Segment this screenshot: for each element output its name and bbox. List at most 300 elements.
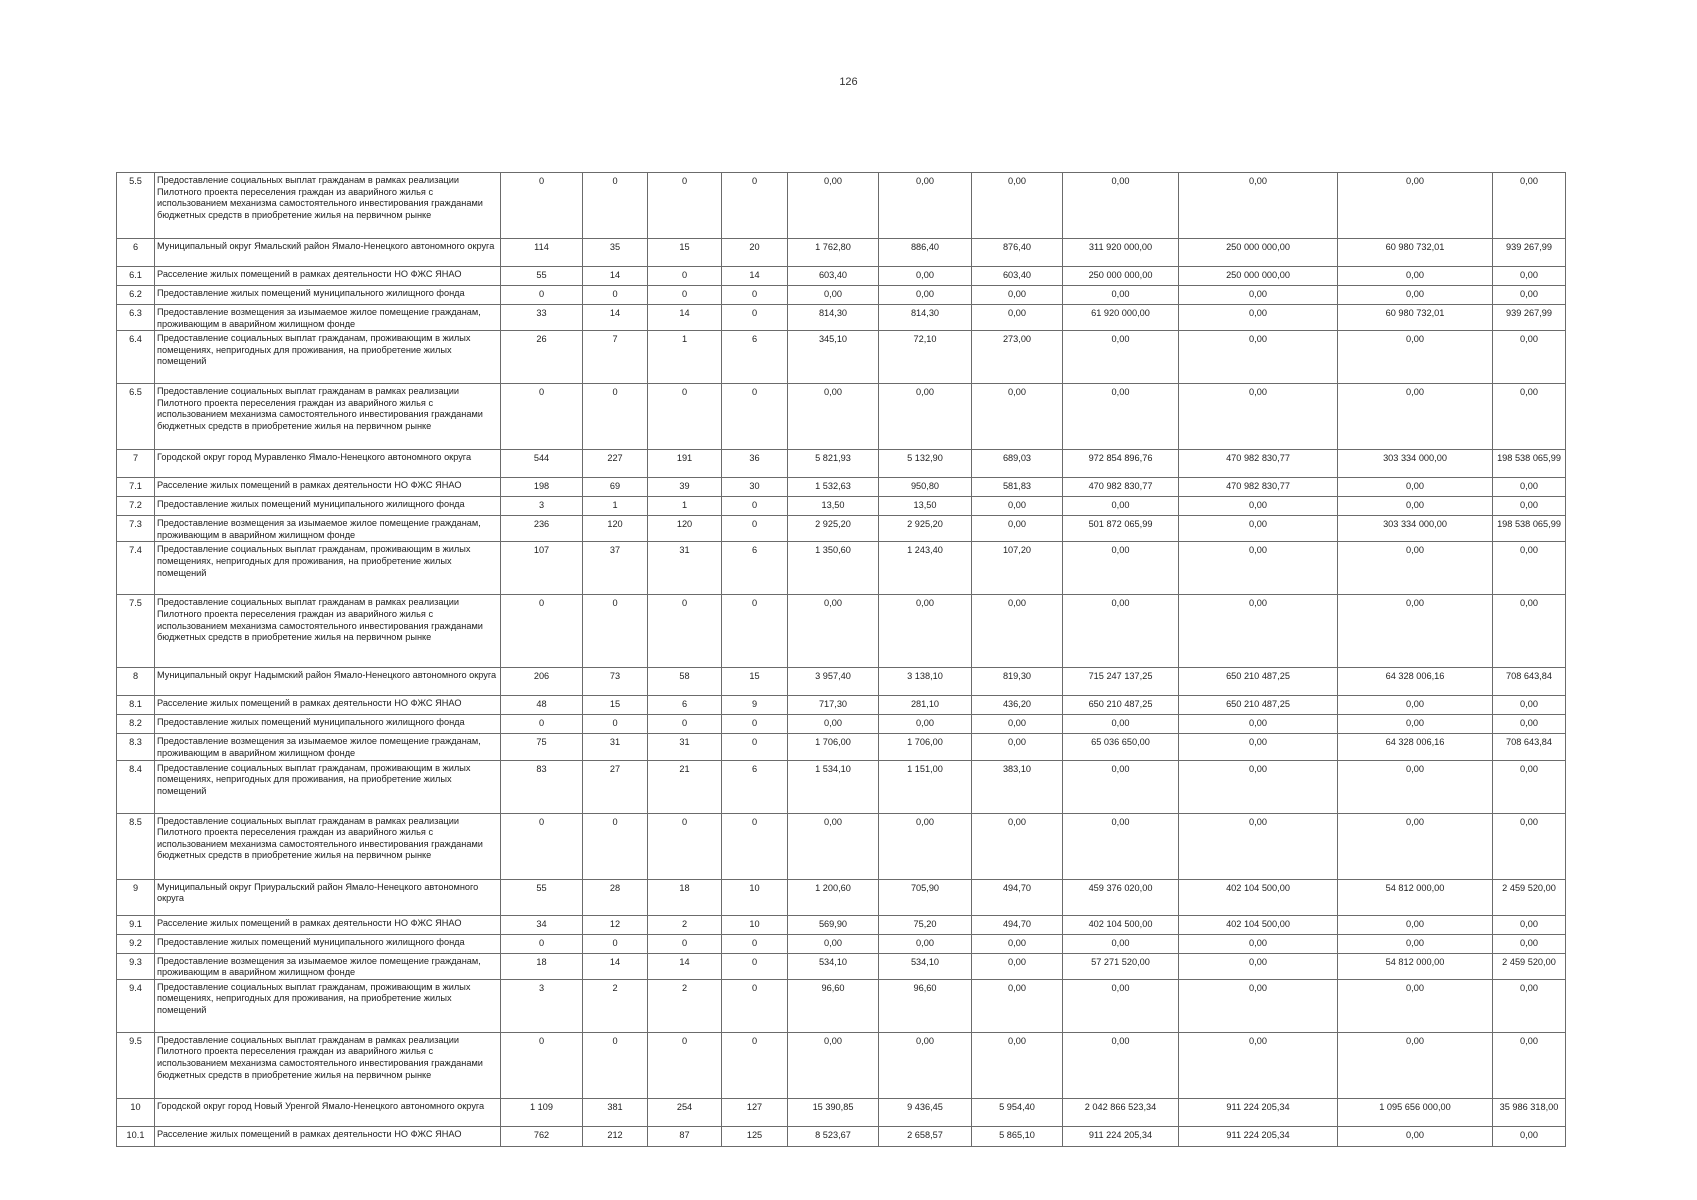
value-cell: 0,00 <box>1179 173 1338 239</box>
value-cell: 1 200,60 <box>788 879 879 915</box>
value-cell: 96,60 <box>788 979 879 1032</box>
value-cell: 402 104 500,00 <box>1063 915 1179 934</box>
value-cell: 1 706,00 <box>879 734 972 760</box>
row-name: Предоставление социальных выплат гражданам, проживающим в жилых помещениях, непригодных для проживания, на приобретение жилых помещений <box>155 542 501 595</box>
value-cell: 0,00 <box>1179 542 1338 595</box>
resettlement-table <box>116 172 1566 1147</box>
value-cell: 2 925,20 <box>788 516 879 542</box>
value-cell: 0,00 <box>1063 813 1179 879</box>
value-cell: 14 <box>583 953 648 979</box>
value-cell: 83 <box>501 760 583 813</box>
value-cell: 54 812 000,00 <box>1338 953 1493 979</box>
value-cell: 534,10 <box>879 953 972 979</box>
value-cell: 0 <box>648 715 722 734</box>
value-cell: 0,00 <box>1179 813 1338 879</box>
value-cell: 1 534,10 <box>788 760 879 813</box>
value-cell: 0,00 <box>788 934 879 953</box>
value-cell: 0,00 <box>1338 979 1493 1032</box>
value-cell: 0,00 <box>1493 715 1566 734</box>
value-cell: 939 267,99 <box>1493 305 1566 331</box>
row-name: Предоставление жилых помещений муниципального жилищного фонда <box>155 715 501 734</box>
value-cell: 0 <box>722 813 788 879</box>
value-cell: 3 <box>501 497 583 516</box>
value-cell: 0,00 <box>788 813 879 879</box>
value-cell: 0,00 <box>1493 696 1566 715</box>
row-name: Городской округ город Новый Уренгой Ямало-Ненецкого автономного округа <box>155 1098 501 1126</box>
value-cell: 48 <box>501 696 583 715</box>
value-cell: 0,00 <box>972 979 1063 1032</box>
value-cell: 0 <box>648 384 722 450</box>
value-cell: 0,00 <box>879 384 972 450</box>
value-cell: 581,83 <box>972 478 1063 497</box>
value-cell: 0 <box>583 813 648 879</box>
value-cell: 0,00 <box>1179 734 1338 760</box>
value-cell: 107 <box>501 542 583 595</box>
value-cell: 0,00 <box>972 1032 1063 1098</box>
value-cell: 0 <box>722 979 788 1032</box>
value-cell: 0,00 <box>1179 760 1338 813</box>
value-cell: 0,00 <box>1338 267 1493 286</box>
value-cell: 0,00 <box>1338 915 1493 934</box>
value-cell: 0,00 <box>879 173 972 239</box>
value-cell: 0,00 <box>788 384 879 450</box>
value-cell: 2 <box>648 979 722 1032</box>
value-cell: 127 <box>722 1098 788 1126</box>
row-name: Предоставление социальных выплат гражданам в рамках реализации Пилотного проекта переселения граждан из аварийного жилья с использованием механизма самостоятельного инвестирования гражданами бюджетных средств в приобретение жилья на первичном рынке <box>155 813 501 879</box>
table-row <box>117 450 1566 478</box>
value-cell: 762 <box>501 1126 583 1146</box>
value-cell: 603,40 <box>788 267 879 286</box>
value-cell: 383,10 <box>972 760 1063 813</box>
value-cell: 0,00 <box>1063 934 1179 953</box>
value-cell: 12 <box>583 915 648 934</box>
value-cell: 939 267,99 <box>1493 239 1566 267</box>
value-cell: 6 <box>722 542 788 595</box>
row-number: 7.1 <box>117 478 155 497</box>
value-cell: 0,00 <box>1063 595 1179 668</box>
row-number: 6.3 <box>117 305 155 331</box>
value-cell: 0,00 <box>1179 934 1338 953</box>
value-cell: 27 <box>583 760 648 813</box>
value-cell: 0 <box>722 286 788 305</box>
value-cell: 0 <box>501 813 583 879</box>
value-cell: 0,00 <box>879 813 972 879</box>
value-cell: 0,00 <box>1179 979 1338 1032</box>
row-name: Расселение жилых помещений в рамках деятельности НО ФЖС ЯНАО <box>155 696 501 715</box>
value-cell: 0,00 <box>1338 478 1493 497</box>
value-cell: 0,00 <box>788 715 879 734</box>
value-cell: 1 762,80 <box>788 239 879 267</box>
value-cell: 0 <box>583 173 648 239</box>
value-cell: 0,00 <box>1338 813 1493 879</box>
value-cell: 0,00 <box>972 516 1063 542</box>
row-number: 7 <box>117 450 155 478</box>
value-cell: 54 812 000,00 <box>1338 879 1493 915</box>
value-cell: 0 <box>583 1032 648 1098</box>
value-cell: 0,00 <box>1493 497 1566 516</box>
row-number: 7.3 <box>117 516 155 542</box>
value-cell: 0,00 <box>972 715 1063 734</box>
value-cell: 0,00 <box>1338 542 1493 595</box>
row-number: 8.2 <box>117 715 155 734</box>
value-cell: 0,00 <box>1493 286 1566 305</box>
value-cell: 345,10 <box>788 331 879 384</box>
value-cell: 705,90 <box>879 879 972 915</box>
value-cell: 0,00 <box>879 715 972 734</box>
table-row <box>117 734 1566 760</box>
table-row <box>117 595 1566 668</box>
value-cell: 30 <box>722 478 788 497</box>
row-number: 6.1 <box>117 267 155 286</box>
value-cell: 303 334 000,00 <box>1338 450 1493 478</box>
value-cell: 0,00 <box>788 1032 879 1098</box>
value-cell: 21 <box>648 760 722 813</box>
value-cell: 0,00 <box>1493 384 1566 450</box>
value-cell: 303 334 000,00 <box>1338 516 1493 542</box>
value-cell: 10 <box>722 879 788 915</box>
value-cell: 0 <box>722 305 788 331</box>
value-cell: 402 104 500,00 <box>1179 915 1338 934</box>
value-cell: 273,00 <box>972 331 1063 384</box>
value-cell: 0,00 <box>1338 696 1493 715</box>
value-cell: 650 210 487,25 <box>1179 696 1338 715</box>
row-name: Расселение жилых помещений в рамках деятельности НО ФЖС ЯНАО <box>155 267 501 286</box>
value-cell: 436,20 <box>972 696 1063 715</box>
row-name: Предоставление возмещения за изымаемое жилое помещение гражданам, проживающим в аварийном жилищном фонде <box>155 734 501 760</box>
value-cell: 0 <box>648 813 722 879</box>
value-cell: 0 <box>648 173 722 239</box>
value-cell: 0,00 <box>1063 760 1179 813</box>
value-cell: 2 042 866 523,34 <box>1063 1098 1179 1126</box>
value-cell: 96,60 <box>879 979 972 1032</box>
value-cell: 0,00 <box>1338 286 1493 305</box>
value-cell: 0 <box>583 934 648 953</box>
value-cell: 708 643,84 <box>1493 734 1566 760</box>
value-cell: 0,00 <box>972 953 1063 979</box>
value-cell: 911 224 205,34 <box>1179 1098 1338 1126</box>
value-cell: 0 <box>648 934 722 953</box>
row-number: 8.3 <box>117 734 155 760</box>
value-cell: 72,10 <box>879 331 972 384</box>
value-cell: 0,00 <box>1493 979 1566 1032</box>
value-cell: 6 <box>722 331 788 384</box>
value-cell: 254 <box>648 1098 722 1126</box>
row-number: 6.4 <box>117 331 155 384</box>
value-cell: 0,00 <box>879 1032 972 1098</box>
value-cell: 717,30 <box>788 696 879 715</box>
value-cell: 0,00 <box>1179 953 1338 979</box>
value-cell: 0 <box>583 286 648 305</box>
row-name: Муниципальный округ Приуральский район Ямало-Ненецкого автономного округа <box>155 879 501 915</box>
value-cell: 36 <box>722 450 788 478</box>
row-name: Расселение жилых помещений в рамках деятельности НО ФЖС ЯНАО <box>155 915 501 934</box>
value-cell: 198 538 065,99 <box>1493 516 1566 542</box>
value-cell: 6 <box>648 696 722 715</box>
row-name: Предоставление социальных выплат гражданам в рамках реализации Пилотного проекта переселения граждан из аварийного жилья с использованием механизма самостоятельного инвестирования гражданами бюджетных средств в приобретение жилья на первичном рынке <box>155 595 501 668</box>
value-cell: 0,00 <box>1493 173 1566 239</box>
value-cell: 0 <box>583 715 648 734</box>
value-cell: 0,00 <box>1063 384 1179 450</box>
value-cell: 206 <box>501 668 583 696</box>
value-cell: 75,20 <box>879 915 972 934</box>
row-name: Предоставление жилых помещений муниципального жилищного фонда <box>155 934 501 953</box>
value-cell: 0,00 <box>972 595 1063 668</box>
value-cell: 212 <box>583 1126 648 1146</box>
row-number: 7.2 <box>117 497 155 516</box>
row-number: 9.2 <box>117 934 155 953</box>
value-cell: 1 350,60 <box>788 542 879 595</box>
value-cell: 0 <box>501 384 583 450</box>
value-cell: 250 000 000,00 <box>1179 267 1338 286</box>
table-row <box>117 1126 1566 1146</box>
row-number: 10.1 <box>117 1126 155 1146</box>
value-cell: 14 <box>648 953 722 979</box>
value-cell: 0 <box>722 1032 788 1098</box>
value-cell: 876,40 <box>972 239 1063 267</box>
value-cell: 0 <box>648 286 722 305</box>
value-cell: 311 920 000,00 <box>1063 239 1179 267</box>
value-cell: 125 <box>722 1126 788 1146</box>
row-number: 8.1 <box>117 696 155 715</box>
value-cell: 13,50 <box>879 497 972 516</box>
value-cell: 120 <box>648 516 722 542</box>
value-cell: 0 <box>501 286 583 305</box>
table-row <box>117 934 1566 953</box>
row-name: Предоставление социальных выплат гражданам в рамках реализации Пилотного проекта переселения граждан из аварийного жилья с использованием механизма самостоятельного инвестирования гражданами бюджетных средств в приобретение жилья на первичном рынке <box>155 384 501 450</box>
row-number: 8 <box>117 668 155 696</box>
table-row <box>117 879 1566 915</box>
value-cell: 2 925,20 <box>879 516 972 542</box>
value-cell: 1 <box>648 497 722 516</box>
page-number: 126 <box>839 76 858 88</box>
value-cell: 0,00 <box>1179 595 1338 668</box>
value-cell: 0,00 <box>1493 331 1566 384</box>
value-cell: 0,00 <box>1338 384 1493 450</box>
value-cell: 603,40 <box>972 267 1063 286</box>
value-cell: 814,30 <box>879 305 972 331</box>
table-row <box>117 497 1566 516</box>
table-body <box>117 173 1566 1147</box>
value-cell: 501 872 065,99 <box>1063 516 1179 542</box>
value-cell: 75 <box>501 734 583 760</box>
row-number: 6.5 <box>117 384 155 450</box>
value-cell: 0,00 <box>1338 1126 1493 1146</box>
value-cell: 107,20 <box>972 542 1063 595</box>
value-cell: 0,00 <box>1063 331 1179 384</box>
value-cell: 708 643,84 <box>1493 668 1566 696</box>
value-cell: 0,00 <box>1338 595 1493 668</box>
value-cell: 0,00 <box>1338 760 1493 813</box>
value-cell: 0,00 <box>1493 813 1566 879</box>
value-cell: 35 986 318,00 <box>1493 1098 1566 1126</box>
table-row <box>117 1032 1566 1098</box>
table-row <box>117 173 1566 239</box>
value-cell: 31 <box>648 542 722 595</box>
value-cell: 0,00 <box>879 595 972 668</box>
value-cell: 31 <box>583 734 648 760</box>
value-cell: 5 865,10 <box>972 1126 1063 1146</box>
value-cell: 114 <box>501 239 583 267</box>
value-cell: 0,00 <box>1493 595 1566 668</box>
value-cell: 0,00 <box>972 384 1063 450</box>
value-cell: 0,00 <box>1493 760 1566 813</box>
row-number: 9.1 <box>117 915 155 934</box>
row-name: Городской округ город Муравленко Ямало-Ненецкого автономного округа <box>155 450 501 478</box>
value-cell: 0,00 <box>1179 305 1338 331</box>
row-number: 5.5 <box>117 173 155 239</box>
value-cell: 236 <box>501 516 583 542</box>
value-cell: 0,00 <box>1179 331 1338 384</box>
value-cell: 120 <box>583 516 648 542</box>
value-cell: 1 <box>648 331 722 384</box>
value-cell: 0,00 <box>1493 1126 1566 1146</box>
value-cell: 14 <box>648 305 722 331</box>
value-cell: 13,50 <box>788 497 879 516</box>
row-name: Предоставление возмещения за изымаемое жилое помещение гражданам, проживающим в аварийном жилищном фонде <box>155 516 501 542</box>
value-cell: 569,90 <box>788 915 879 934</box>
value-cell: 0,00 <box>1338 331 1493 384</box>
value-cell: 60 980 732,01 <box>1338 305 1493 331</box>
value-cell: 14 <box>583 305 648 331</box>
value-cell: 2 <box>648 915 722 934</box>
table-row <box>117 979 1566 1032</box>
value-cell: 494,70 <box>972 915 1063 934</box>
value-cell: 402 104 500,00 <box>1179 879 1338 915</box>
table-row <box>117 1098 1566 1126</box>
value-cell: 0 <box>501 595 583 668</box>
value-cell: 0,00 <box>788 595 879 668</box>
row-number: 9.4 <box>117 979 155 1032</box>
value-cell: 0,00 <box>1063 173 1179 239</box>
row-name: Предоставление социальных выплат гражданам в рамках реализации Пилотного проекта переселения граждан из аварийного жилья с использованием механизма самостоятельного инвестирования гражданами бюджетных средств в приобретение жилья на первичном рынке <box>155 1032 501 1098</box>
value-cell: 0,00 <box>1179 1032 1338 1098</box>
value-cell: 470 982 830,77 <box>1179 450 1338 478</box>
value-cell: 0 <box>583 595 648 668</box>
value-cell: 819,30 <box>972 668 1063 696</box>
value-cell: 0,00 <box>1063 542 1179 595</box>
value-cell: 534,10 <box>788 953 879 979</box>
value-cell: 1 109 <box>501 1098 583 1126</box>
value-cell: 0 <box>722 934 788 953</box>
row-number: 7.5 <box>117 595 155 668</box>
table-row <box>117 953 1566 979</box>
table-row <box>117 267 1566 286</box>
value-cell: 33 <box>501 305 583 331</box>
value-cell: 1 151,00 <box>879 760 972 813</box>
value-cell: 0,00 <box>1179 384 1338 450</box>
value-cell: 34 <box>501 915 583 934</box>
value-cell: 39 <box>648 478 722 497</box>
value-cell: 191 <box>648 450 722 478</box>
value-cell: 35 <box>583 239 648 267</box>
value-cell: 0 <box>501 934 583 953</box>
value-cell: 0,00 <box>972 305 1063 331</box>
value-cell: 911 224 205,34 <box>1179 1126 1338 1146</box>
value-cell: 0,00 <box>788 286 879 305</box>
value-cell: 5 954,40 <box>972 1098 1063 1126</box>
value-cell: 64 328 006,16 <box>1338 668 1493 696</box>
row-name: Предоставление жилых помещений муниципального жилищного фонда <box>155 497 501 516</box>
value-cell: 1 532,63 <box>788 478 879 497</box>
table-row <box>117 813 1566 879</box>
table-row <box>117 760 1566 813</box>
value-cell: 65 036 650,00 <box>1063 734 1179 760</box>
value-cell: 15 390,85 <box>788 1098 879 1126</box>
value-cell: 886,40 <box>879 239 972 267</box>
value-cell: 715 247 137,25 <box>1063 668 1179 696</box>
table-row <box>117 668 1566 696</box>
value-cell: 0,00 <box>879 286 972 305</box>
value-cell: 0,00 <box>972 813 1063 879</box>
value-cell: 0 <box>501 1032 583 1098</box>
value-cell: 20 <box>722 239 788 267</box>
value-cell: 0 <box>648 595 722 668</box>
value-cell: 6 <box>722 760 788 813</box>
value-cell: 15 <box>648 239 722 267</box>
value-cell: 0 <box>722 953 788 979</box>
value-cell: 0 <box>722 173 788 239</box>
row-name: Муниципальный округ Ямальский район Ямало-Ненецкого автономного округа <box>155 239 501 267</box>
value-cell: 0 <box>583 384 648 450</box>
value-cell: 0,00 <box>1063 715 1179 734</box>
value-cell: 470 982 830,77 <box>1179 478 1338 497</box>
value-cell: 0 <box>648 267 722 286</box>
value-cell: 69 <box>583 478 648 497</box>
value-cell: 0 <box>501 173 583 239</box>
value-cell: 87 <box>648 1126 722 1146</box>
value-cell: 0,00 <box>972 734 1063 760</box>
row-number: 9.3 <box>117 953 155 979</box>
table-row <box>117 384 1566 450</box>
value-cell: 9 436,45 <box>879 1098 972 1126</box>
value-cell: 0 <box>722 715 788 734</box>
value-cell: 0,00 <box>972 173 1063 239</box>
value-cell: 9 <box>722 696 788 715</box>
value-cell: 18 <box>501 953 583 979</box>
value-cell: 26 <box>501 331 583 384</box>
value-cell: 8 523,67 <box>788 1126 879 1146</box>
row-name: Предоставление социальных выплат гражданам в рамках реализации Пилотного проекта переселения граждан из аварийного жилья с использованием механизма самостоятельного инвестирования гражданами бюджетных средств в приобретение жилья на первичном рынке <box>155 173 501 239</box>
value-cell: 0 <box>648 1032 722 1098</box>
row-name: Предоставление социальных выплат гражданам, проживающим в жилых помещениях, непригодных для проживания, на приобретение жилых помещений <box>155 331 501 384</box>
value-cell: 0,00 <box>1493 267 1566 286</box>
value-cell: 0 <box>501 715 583 734</box>
value-cell: 5 132,90 <box>879 450 972 478</box>
row-number: 8.5 <box>117 813 155 879</box>
value-cell: 0,00 <box>1338 715 1493 734</box>
value-cell: 5 821,93 <box>788 450 879 478</box>
value-cell: 250 000 000,00 <box>1179 239 1338 267</box>
value-cell: 64 328 006,16 <box>1338 734 1493 760</box>
value-cell: 1 243,40 <box>879 542 972 595</box>
value-cell: 60 980 732,01 <box>1338 239 1493 267</box>
value-cell: 0,00 <box>1179 286 1338 305</box>
value-cell: 0,00 <box>1493 478 1566 497</box>
value-cell: 0,00 <box>1338 1032 1493 1098</box>
value-cell: 0 <box>722 734 788 760</box>
value-cell: 281,10 <box>879 696 972 715</box>
value-cell: 0,00 <box>1493 1032 1566 1098</box>
row-number: 7.4 <box>117 542 155 595</box>
value-cell: 650 210 487,25 <box>1063 696 1179 715</box>
value-cell: 31 <box>648 734 722 760</box>
row-number: 10 <box>117 1098 155 1126</box>
value-cell: 198 <box>501 478 583 497</box>
value-cell: 1 095 656 000,00 <box>1338 1098 1493 1126</box>
row-number: 9.5 <box>117 1032 155 1098</box>
row-name: Предоставление социальных выплат гражданам, проживающим в жилых помещениях, непригодных для проживания, на приобретение жилых помещений <box>155 760 501 813</box>
value-cell: 2 <box>583 979 648 1032</box>
